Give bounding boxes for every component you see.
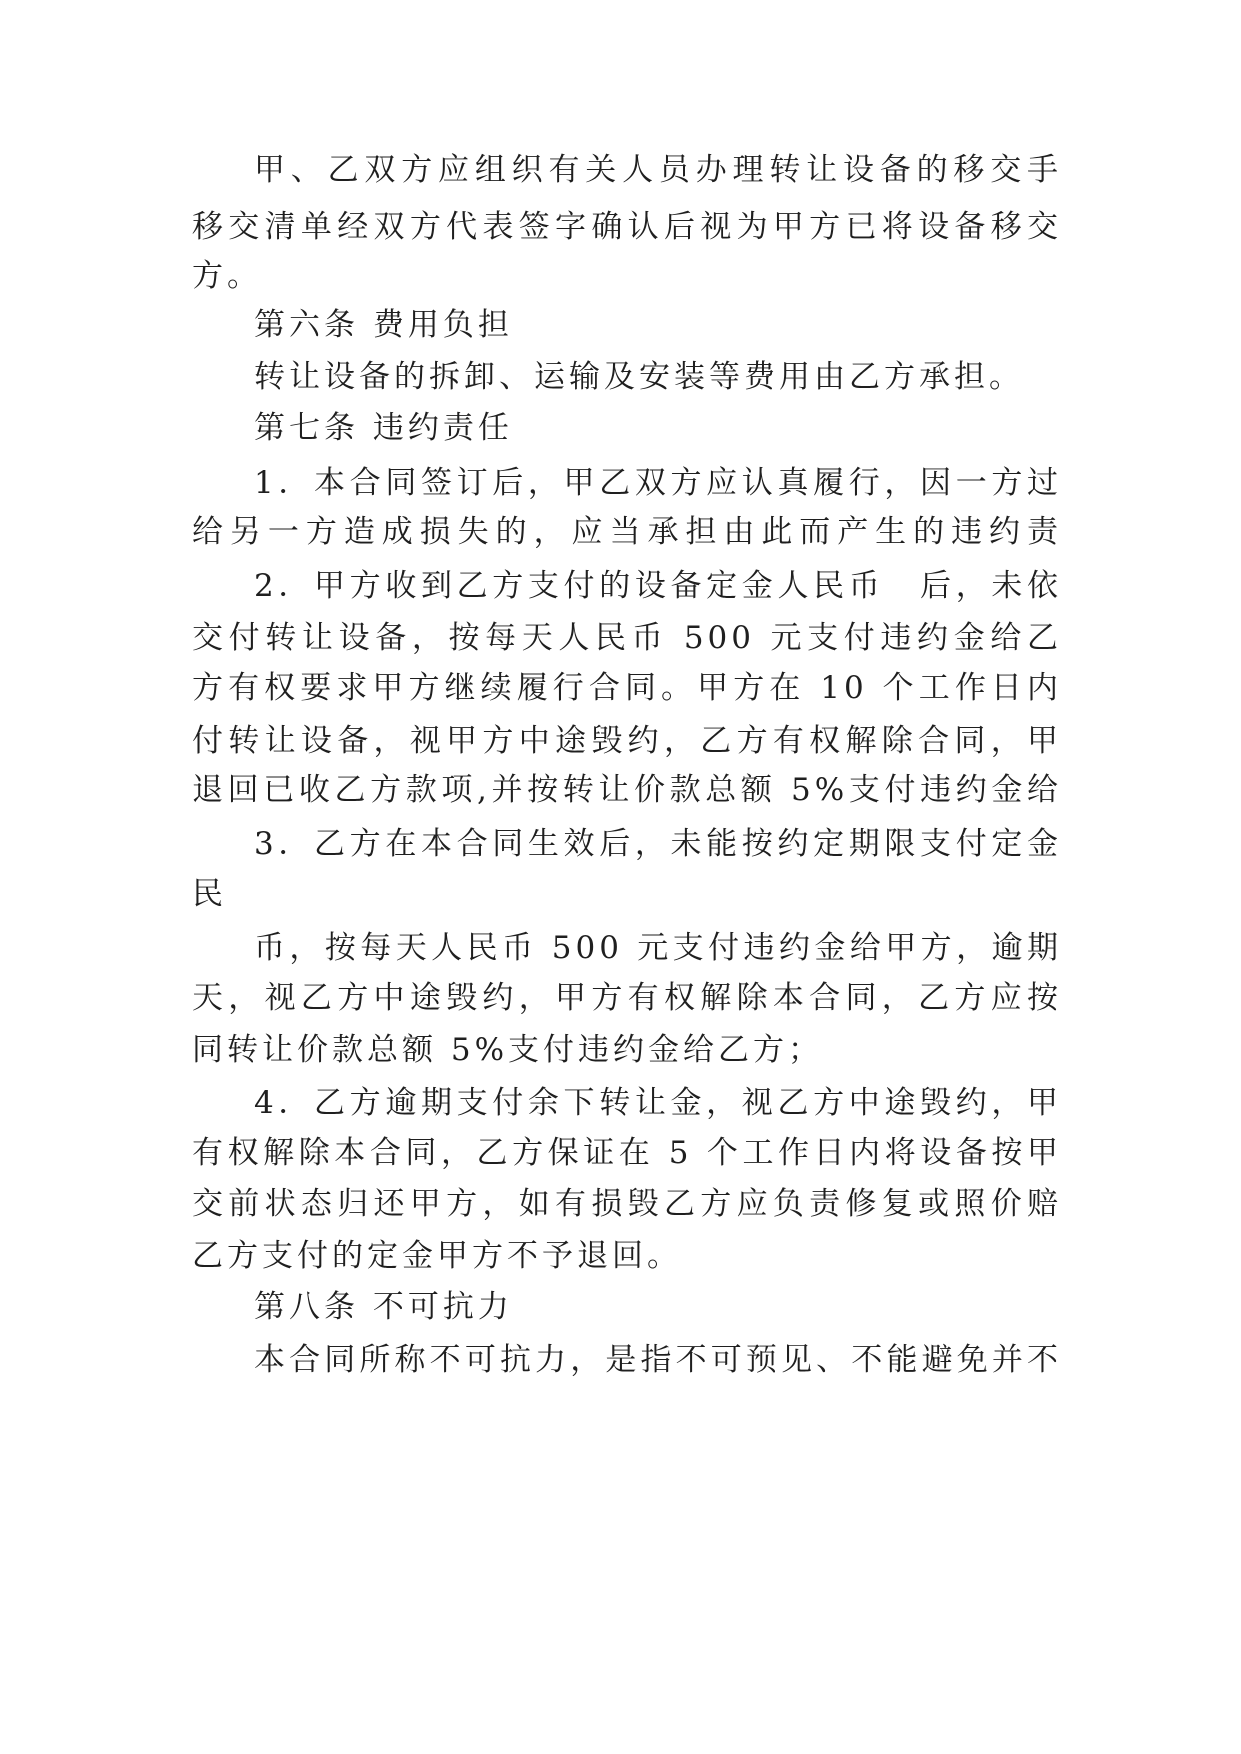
text-line: 本合同所称不可抗力，是指不可预见、不能避免并不 (254, 1342, 1062, 1378)
text-line: 有权解除本合同，乙方保证在 5 个工作日内将设备按甲 (192, 1135, 1062, 1171)
section-heading: 第六条 费用负担 (254, 307, 513, 343)
text-line: 民 (192, 876, 227, 912)
text-line: 给另一方造成损失的，应当承担由此而产生的违约责 (192, 514, 1062, 550)
text-line: 4．乙方逾期支付余下转让金，视乙方中途毁约，甲 (254, 1085, 1062, 1121)
text-line: 方。 (192, 258, 262, 294)
text-line: 退回已收乙方款项,并按转让价款总额 5%支付违约金给 (192, 772, 1062, 808)
text-line: 转让设备的拆卸、运输及安装等费用由乙方承担。 (254, 359, 1024, 395)
text-line: 3．乙方在本合同生效后，未能按约定期限支付定金 (254, 826, 1062, 862)
text-line: 同转让价款总额 5%支付违约金给乙方； (192, 1032, 824, 1068)
text-line: 移交清单经双方代表签字确认后视为甲方已将设备移交 (192, 209, 1062, 245)
section-heading: 第八条 不可抗力 (254, 1289, 513, 1325)
text-line: 1．本合同签订后，甲乙双方应认真履行，因一方过 (254, 465, 1062, 501)
text-line: 乙方支付的定金甲方不予退回。 (192, 1238, 682, 1274)
text-line: 2．甲方收到乙方支付的设备定金人民币 后，未依 (254, 568, 1062, 604)
section-heading: 第七条 违约责任 (254, 410, 513, 446)
text-line: 交前状态归还甲方，如有损毁乙方应负责修复或照价赔 (192, 1186, 1062, 1222)
text-line: 甲、乙双方应组织有关人员办理转让设备的移交手 (254, 152, 1062, 188)
text-line: 方有权要求甲方继续履行合同。甲方在 10 个工作日内 (192, 670, 1062, 706)
text-line: 交付转让设备，按每天人民币 500 元支付违约金给乙 (192, 620, 1062, 656)
text-line: 币，按每天人民币 500 元支付违约金给甲方，逾期 (254, 930, 1062, 966)
text-line: 天，视乙方中途毁约，甲方有权解除本合同，乙方应按 (192, 980, 1062, 1016)
text-line: 付转让设备，视甲方中途毁约，乙方有权解除合同，甲 (192, 723, 1062, 759)
